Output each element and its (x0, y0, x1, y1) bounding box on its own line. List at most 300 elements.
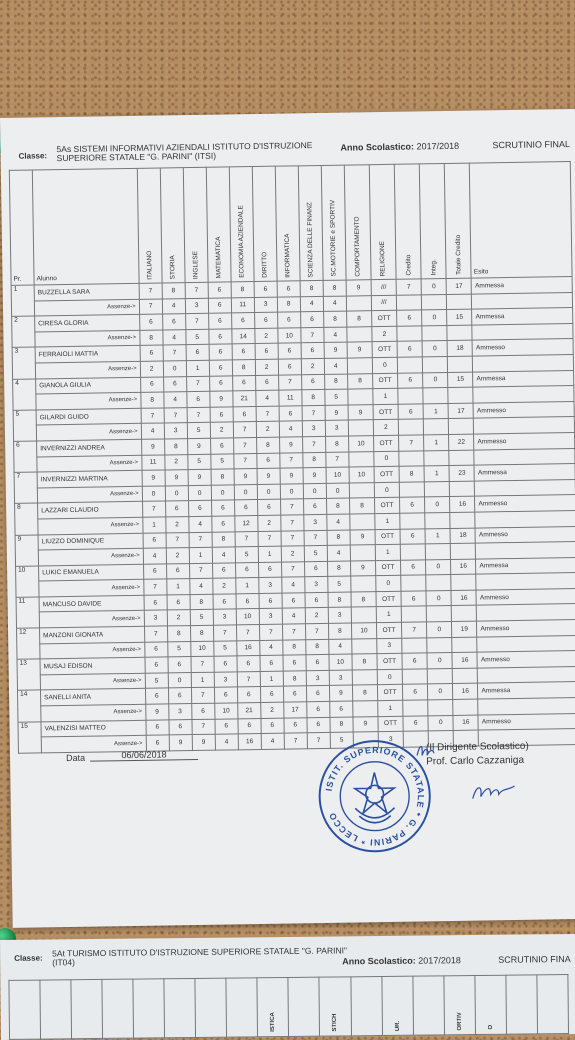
grade-cell: 18 (450, 528, 475, 544)
absence-cell: 4 (188, 516, 211, 532)
grade-cell: 7 (191, 656, 214, 672)
absence-cell (423, 419, 448, 435)
esito-cell: Ammessa (471, 277, 572, 294)
absence-cell: 5 (325, 389, 348, 405)
student-number: 3 (12, 347, 36, 379)
grade-cell: 6 (168, 688, 191, 704)
absence-cell (422, 356, 447, 372)
grade-cell: 7 (141, 408, 164, 424)
grade-cell: 7 (256, 406, 279, 422)
grade-cell: 8 (300, 280, 323, 296)
absence-cell (401, 606, 426, 622)
next-class-name: 5At TURISMO ISTITUTO D'ISTRUZIONE SUPERIORE STATALE "G. PARINI" (IT04) (52, 945, 347, 968)
grade-cell: OTT (372, 342, 397, 358)
grade-cell: 6 (403, 715, 428, 731)
esito-cell: Ammesso (472, 339, 573, 356)
grade-cell: 6 (260, 687, 283, 703)
grade-cell: 6 (400, 528, 425, 544)
absence-cell: 2 (165, 516, 188, 532)
grade-cell: 6 (212, 563, 235, 579)
student-number: 1 (11, 285, 35, 317)
grade-cell: 9 (303, 468, 326, 484)
grade-cell: 7 (282, 624, 305, 640)
grade-cell: OTT (371, 310, 396, 326)
absence-cell: 4 (327, 514, 350, 530)
grade-cell: 9 (279, 437, 302, 453)
grade-cell: 6 (165, 501, 188, 517)
absence-cell (402, 638, 427, 654)
grade-cell: 0 (422, 341, 447, 357)
grade-cell: 0 (427, 622, 452, 638)
absence-cell: 8 (303, 452, 326, 468)
grade-cell: 10 (326, 467, 349, 483)
esito-cell: Ammessa (473, 370, 574, 387)
absence-cell (427, 668, 452, 684)
col-subject (252, 166, 277, 281)
absence-cell (396, 294, 421, 310)
absence-cell: 4 (323, 296, 346, 312)
grade-cell: 10 (348, 436, 373, 452)
absence-cell: 8 (283, 671, 306, 687)
absence-cell (448, 356, 473, 372)
grade-cell: 6 (398, 404, 423, 420)
absence-cell: 1 (375, 513, 400, 529)
grade-cell: 6 (301, 343, 324, 359)
col-subject (183, 167, 208, 282)
absence-cell: 5 (328, 576, 351, 592)
absence-cell: 1 (142, 517, 165, 533)
grade-cell: 9 (348, 404, 373, 420)
grade-cell: 7 (278, 374, 301, 390)
esito-empty-cell (478, 698, 575, 715)
absence-cell (402, 669, 427, 685)
student-name: MUSAJ EDISON (40, 658, 145, 675)
grade-cell: 9 (141, 439, 164, 455)
absence-cell: 1 (375, 544, 400, 560)
absence-cell: 4 (164, 392, 187, 408)
grade-cell: 7 (259, 624, 282, 640)
absence-cell: 4 (212, 547, 235, 563)
absence-cell (403, 700, 428, 716)
esito-cell: Ammesso (474, 432, 575, 449)
absence-cell (398, 388, 423, 404)
absence-cell (423, 388, 448, 404)
grade-cell: OTT (377, 654, 402, 670)
col-subject-label: RELIGIONE (379, 240, 387, 277)
student-number: 2 (12, 316, 36, 348)
grade-cell: 9 (188, 469, 211, 485)
absence-cell: 4 (282, 608, 305, 624)
absence-cell: 0 (374, 451, 399, 467)
grade-cell: 7 (399, 435, 424, 451)
grade-cell: OTT (377, 685, 402, 701)
grade-cell: 6 (402, 653, 427, 669)
student-name: LAZZARI CLAUDIO (38, 502, 143, 519)
absence-cell (424, 481, 449, 497)
next-class-label: Classe: (14, 953, 43, 963)
absence-cell: 4 (324, 327, 347, 343)
grade-cell: 7 (164, 407, 187, 423)
absences-label: Assenze-> (39, 611, 144, 628)
grade-cell: 8 (256, 437, 279, 453)
absence-cell: 7 (143, 579, 166, 595)
student-name: MANZONI GIONATA (40, 626, 145, 643)
absence-cell: 1 (191, 672, 214, 688)
next-header-label: ISTICA (270, 1012, 277, 1033)
grade-cell: 23 (449, 465, 474, 481)
absence-cell: 3 (259, 609, 282, 625)
grade-cell: 7 (192, 719, 215, 735)
grade-cell: 8 (190, 625, 213, 641)
absence-cell (451, 606, 476, 622)
absence-cell: 4 (300, 296, 323, 312)
grade-cell: 8 (347, 373, 372, 389)
esito-empty-cell (478, 666, 575, 683)
absence-cell: 8 (302, 390, 325, 406)
absence-cell (397, 357, 422, 373)
grade-cell: 6 (238, 718, 261, 734)
absence-cell: 1 (258, 546, 281, 562)
absence-cell (350, 514, 375, 530)
grade-cell: 9 (325, 405, 348, 421)
absence-cell: 9 (210, 391, 233, 407)
grade-cell: 6 (237, 656, 260, 672)
absence-cell (449, 450, 474, 466)
grade-cell: 6 (304, 561, 327, 577)
absence-cell: 0 (188, 485, 211, 501)
esito-cell: Ammessa (472, 308, 573, 325)
grade-cell: 6 (284, 717, 307, 733)
absence-cell: 3 (304, 514, 327, 530)
next-header-cell (9, 980, 41, 1039)
absence-cell: 6 (191, 703, 214, 719)
absence-cell: 7 (234, 453, 257, 469)
absence-cell: 2 (258, 515, 281, 531)
absence-cell: 12 (235, 515, 258, 531)
student-number: 14 (17, 690, 41, 722)
next-header-cell (40, 980, 72, 1039)
absences-label: Assenze-> (38, 517, 143, 534)
next-sheet (0, 934, 575, 1040)
date-label: Data (65, 752, 86, 764)
next-school-year (342, 955, 461, 966)
col-subject (137, 168, 162, 283)
grade-cell: 6 (169, 719, 192, 735)
absence-cell: 5 (187, 423, 210, 439)
absence-cell: 4 (329, 639, 352, 655)
grade-cell: 9 (234, 469, 257, 485)
absence-cell: 6 (306, 701, 329, 717)
grade-cell: 0 (427, 653, 452, 669)
grade-cell: 0 (428, 684, 453, 700)
absence-cell (452, 637, 477, 653)
grade-cell: 6 (283, 655, 306, 671)
next-header-label: UR. (394, 1020, 401, 1031)
student-name: GIANOLA GIULIA (36, 377, 141, 394)
absence-cell: 3 (168, 704, 191, 720)
student-number: 4 (13, 379, 37, 411)
absences-label: Assenze-> (40, 642, 145, 659)
absence-cell: 4 (324, 358, 347, 374)
absence-cell: 6 (144, 642, 167, 658)
next-header-cell (475, 975, 507, 1034)
absences-label: Assenze-> (41, 736, 146, 753)
absence-cell: 0 (168, 672, 191, 688)
grade-cell: 6 (214, 687, 237, 703)
next-header-cell (506, 975, 538, 1034)
grade-cell: 7 (185, 282, 208, 298)
grade-cell: 6 (140, 377, 163, 393)
absence-cell: 5 (330, 732, 353, 748)
grade-cell: 7 (191, 688, 214, 704)
absence-cell: 11 (279, 390, 302, 406)
absence-cell (450, 481, 475, 497)
absence-cell: 4 (261, 733, 284, 749)
esito-cell: Ammesso (473, 401, 574, 418)
absence-cell: 0 (165, 485, 188, 501)
next-header-cell (381, 976, 413, 1035)
absence-cell: 1 (373, 388, 398, 404)
grade-cell: 19 (452, 621, 477, 637)
absence-cell: 7 (307, 733, 330, 749)
grade-cell: 6 (232, 375, 255, 391)
esito-empty-cell (474, 448, 575, 465)
next-header-cell (444, 976, 476, 1035)
absence-cell: 5 (145, 673, 168, 689)
grade-cell: 6 (209, 375, 232, 391)
esito-empty-cell (476, 542, 575, 559)
absence-cell: 6 (146, 735, 169, 751)
absence-cell: 3 (214, 672, 237, 688)
absence-cell: 5 (213, 641, 236, 657)
grade-cell: 7 (236, 625, 259, 641)
col-subject (229, 167, 254, 282)
grade-cell: 6 (213, 594, 236, 610)
absence-cell: 4 (143, 548, 166, 564)
grade-cell: 7 (166, 532, 189, 548)
grade-cell: 10 (349, 467, 374, 483)
absence-cell: 5 (304, 546, 327, 562)
grade-cell: 9 (346, 280, 371, 296)
grade-cell: OTT (375, 529, 400, 545)
absence-cell: 8 (277, 296, 300, 312)
grade-cell: 8 (231, 282, 254, 298)
grade-cell: OTT (376, 591, 401, 607)
absence-cell (401, 575, 426, 591)
absence-cell: 4 (215, 734, 238, 750)
absence-cell: 9 (169, 735, 192, 751)
absence-cell (453, 699, 478, 715)
absence-cell: 0 (234, 484, 257, 500)
grade-cell: 6 (163, 376, 186, 392)
grade-cell: 8 (167, 626, 190, 642)
grade-cell: 22 (449, 434, 474, 450)
absence-cell: 3 (378, 731, 403, 747)
grade-cell: /// (371, 279, 396, 295)
absence-cell: 4 (163, 329, 186, 345)
student-number: 8 (15, 503, 39, 535)
absence-cell (351, 607, 376, 623)
grade-cell: 9 (347, 342, 372, 358)
grade-cell: 8 (352, 685, 377, 701)
next-header-cell (319, 977, 351, 1036)
absence-cell: 0 (374, 482, 399, 498)
absence-cell: 3 (328, 608, 351, 624)
student-name: FERRAIOLI MATTIA (35, 346, 140, 363)
esito-cell: Ammesso (476, 588, 575, 605)
absence-cell: 2 (281, 546, 304, 562)
grade-cell: 8 (190, 594, 213, 610)
next-header-label: ORTIV (456, 1011, 463, 1031)
absence-cell: 10 (236, 609, 259, 625)
grade-cell: 7 (163, 345, 186, 361)
absence-cell (350, 545, 375, 561)
grade-cell: 6 (234, 500, 257, 516)
absence-cell: 5 (235, 547, 258, 563)
grade-cell: 6 (186, 345, 209, 361)
absence-cell (349, 482, 374, 498)
absence-cell: 2 (140, 361, 163, 377)
absence-cell: 9 (145, 704, 168, 720)
absence-cell (424, 450, 449, 466)
col-subject (160, 168, 185, 283)
grade-cell: 7 (402, 622, 427, 638)
col-subject-label: INFORMATICA (284, 233, 292, 278)
col-pr: Pr. (9, 170, 34, 285)
next-header-cell (350, 977, 382, 1036)
absences-label: Assenze-> (39, 580, 144, 597)
absence-cell: 1 (235, 578, 258, 594)
absence-cell: 6 (187, 391, 210, 407)
next-header-cell (164, 978, 196, 1037)
absence-cell: 1 (260, 671, 283, 687)
principal-block (426, 740, 529, 770)
grade-cell: 8 (326, 498, 349, 514)
grade-cell: 9 (280, 468, 303, 484)
emblem-icon (355, 772, 395, 823)
student-name: MANCUSO DAVIDE (39, 595, 144, 612)
student-number: 9 (15, 534, 39, 566)
grade-cell: 0 (425, 497, 450, 513)
grade-cell: 8 (328, 592, 351, 608)
signature-mark (468, 778, 518, 805)
absence-cell: 6 (278, 359, 301, 375)
table-header-row (9, 162, 572, 286)
grade-cell: 9 (187, 438, 210, 454)
absence-cell: 0 (303, 483, 326, 499)
absence-cell: 4 (256, 390, 279, 406)
absence-cell (426, 575, 451, 591)
col-subject (344, 165, 371, 280)
absence-cell: 0 (142, 486, 165, 502)
grade-cell: 1 (423, 403, 448, 419)
absence-cell: 4 (162, 298, 185, 314)
next-header-row (9, 975, 569, 1040)
class-name: 5As SISTEMI INFORMATIVI AZIENDALI ISTITUTO D'ISTRUZIONE SUPERIORE STATALE "G. PARINI" (ITSI) (56, 140, 313, 164)
grade-cell: 6 (145, 657, 168, 673)
absence-cell: 2 (255, 328, 278, 344)
grade-cell: 9 (353, 716, 378, 732)
absence-cell: 7 (233, 422, 256, 438)
absence-cell: 3 (164, 423, 187, 439)
absence-cell: 3 (259, 577, 282, 593)
grade-cell: 7 (281, 530, 304, 546)
grade-cell: 16 (450, 496, 475, 512)
absence-cell: 3 (302, 421, 325, 437)
col-subject-label: MATEMATICA (215, 236, 223, 279)
absence-cell (399, 482, 424, 498)
absence-cell: 1 (378, 700, 403, 716)
grade-cell: 6 (259, 593, 282, 609)
absence-cell: 21 (237, 703, 260, 719)
esito-empty-cell (475, 510, 575, 527)
absence-cell: 4 (141, 423, 164, 439)
grade-cell: 6 (401, 591, 426, 607)
col-subject (394, 164, 421, 279)
absence-cell: 6 (257, 453, 280, 469)
absence-cell (425, 544, 450, 560)
grade-cell: 6 (277, 281, 300, 297)
grade-cell: 6 (208, 282, 231, 298)
grade-cell: 6 (305, 592, 328, 608)
next-school-year-label: Anno Scolastico: (342, 955, 416, 967)
grade-cell: 9 (350, 529, 375, 545)
class-label: Classe: (18, 151, 48, 161)
grade-cell: 6 (402, 684, 427, 700)
grade-cell: 6 (257, 499, 280, 515)
student-number: 12 (17, 628, 41, 660)
grade-cell: 16 (451, 590, 476, 606)
grade-cell: 7 (280, 499, 303, 515)
absence-cell: 2 (372, 326, 397, 342)
grade-cell: 1 (424, 466, 449, 482)
absence-cell: 1 (166, 579, 189, 595)
absence-cell: 0 (326, 483, 349, 499)
grade-cell: 9 (257, 468, 280, 484)
grade-cell: 0 (421, 279, 446, 295)
grade-cell: 7 (189, 532, 212, 548)
grade-cell: 8 (324, 374, 347, 390)
absence-cell (352, 638, 377, 654)
grade-cell: 8 (327, 561, 350, 577)
student-name: INVERNIZZI MARTINA (37, 470, 142, 487)
grade-cell: 18 (447, 340, 472, 356)
school-year-label: Anno Scolastico: (340, 141, 415, 153)
grade-cell: 8 (212, 531, 235, 547)
grade-cell: 8 (328, 623, 351, 639)
absence-cell: 0 (257, 484, 280, 500)
absence-cell: 10 (190, 641, 213, 657)
col-subject (369, 164, 396, 279)
grade-cell: 7 (185, 313, 208, 329)
absence-cell: 3 (144, 610, 167, 626)
col-subject-label: INGLESE (192, 250, 200, 279)
grade-cell: 6 (144, 595, 167, 611)
grade-cell: 9 (142, 470, 165, 486)
absence-cell (352, 669, 377, 685)
grade-cell: 6 (146, 720, 169, 736)
grade-cell: 8 (325, 436, 348, 452)
grade-cell: 8 (349, 498, 374, 514)
absence-cell (451, 574, 476, 590)
student-name: CIRESA GLORIA (35, 315, 140, 332)
absence-cell: 6 (209, 329, 232, 345)
grade-cell: 6 (398, 372, 423, 388)
absence-cell: 7 (326, 452, 349, 468)
principal-name: Prof. Carlo Cazzaniga (426, 754, 525, 768)
grade-cell: 6 (261, 718, 284, 734)
absence-cell: 7 (281, 515, 304, 531)
